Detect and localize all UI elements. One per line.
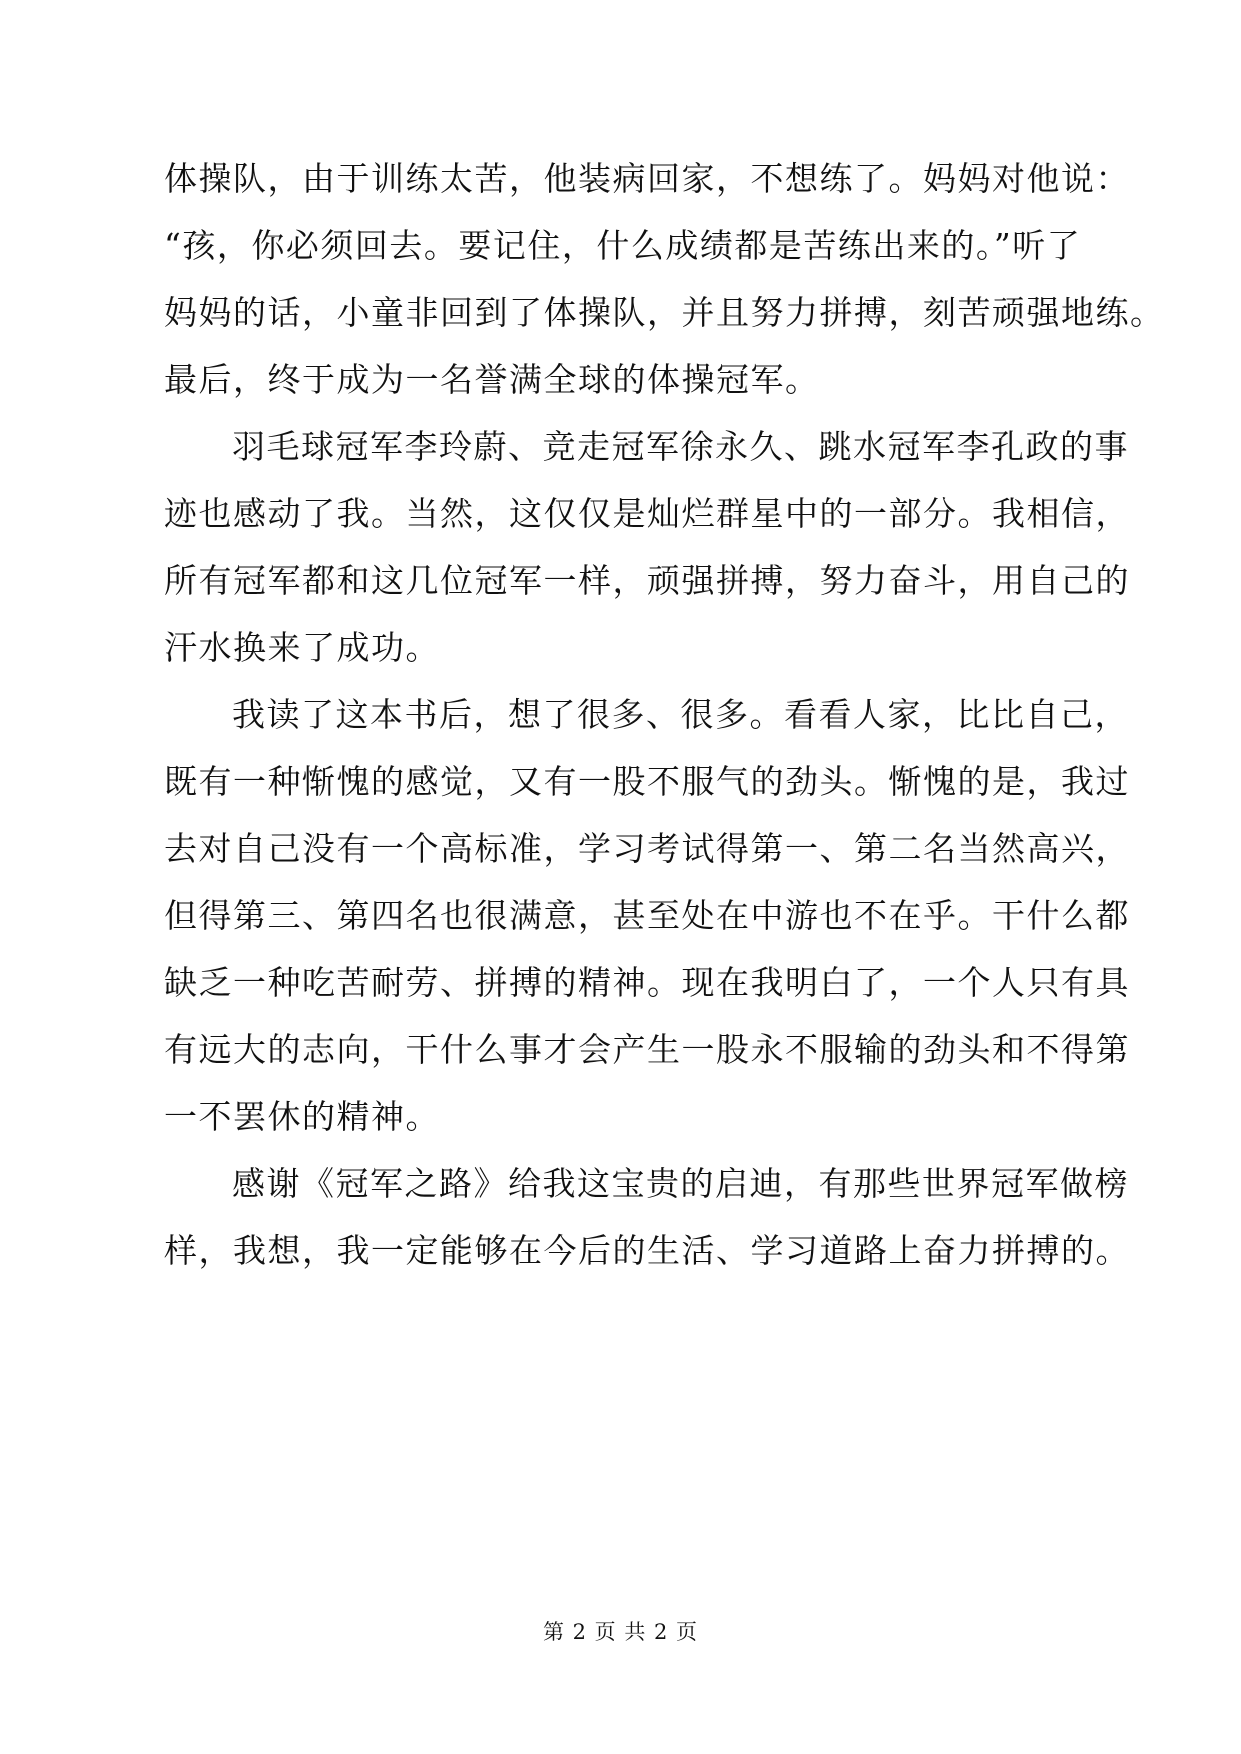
paragraph-1 — [164, 145, 1165, 413]
text-line: 既有一种惭愧的感觉，又有一股不服气的劲头。惭愧的是，我过 — [164, 762, 1130, 801]
text-line: 缺乏一种吃苦耐劳、拼搏的精神。现在我明白了，一个人只有具 — [164, 963, 1130, 1002]
text-line: 感谢《冠军之路》给我这宝贵的启迪，有那些世界冠军做榜 — [232, 1164, 1129, 1203]
text-line: 羽毛球冠军李玲蔚、竞走冠军徐永久、跳水冠军李孔政的事 — [232, 427, 1129, 466]
text-line: 一不罢休的精神。 — [164, 1097, 440, 1136]
paragraph-4 — [164, 1150, 1130, 1284]
text-line: 样，我想，我一定能够在今后的生活、学习道路上奋力拼搏的。 — [164, 1231, 1130, 1270]
paragraph-2 — [164, 413, 1130, 681]
text-line: 迹也感动了我。当然，这仅仅是灿烂群星中的一部分。我相信， — [164, 494, 1130, 533]
document-body — [164, 145, 1165, 1284]
text-line: 最后，终于成为一名誉满全球的体操冠军。 — [164, 360, 820, 399]
text-line: “孩，你必须回去。要记住，什么成绩都是苦练出来的。”听了 — [164, 226, 1082, 265]
text-line: 有远大的志向，干什么事才会产生一股永不服输的劲头和不得第 — [164, 1030, 1130, 1069]
text-line: 妈妈的话，小童非回到了体操队，并且努力拼搏，刻苦顽强地练。 — [164, 293, 1165, 332]
paragraph-3 — [164, 681, 1130, 1150]
text-line: 去对自己没有一个高标准，学习考试得第一、第二名当然高兴， — [164, 829, 1130, 868]
text-line: 我读了这本书后，想了很多、很多。看看人家，比比自己， — [232, 695, 1129, 734]
page-number-footer: 第 2 页 共 2 页 — [542, 1620, 699, 1644]
text-line: 体操队，由于训练太苦，他装病回家，不想练了。妈妈对他说： — [164, 159, 1130, 198]
text-line: 汗水换来了成功。 — [164, 628, 440, 667]
text-line: 但得第三、第四名也很满意，甚至处在中游也不在乎。干什么都 — [164, 896, 1130, 935]
text-line: 所有冠军都和这几位冠军一样，顽强拼搏，努力奋斗，用自己的 — [164, 561, 1130, 600]
